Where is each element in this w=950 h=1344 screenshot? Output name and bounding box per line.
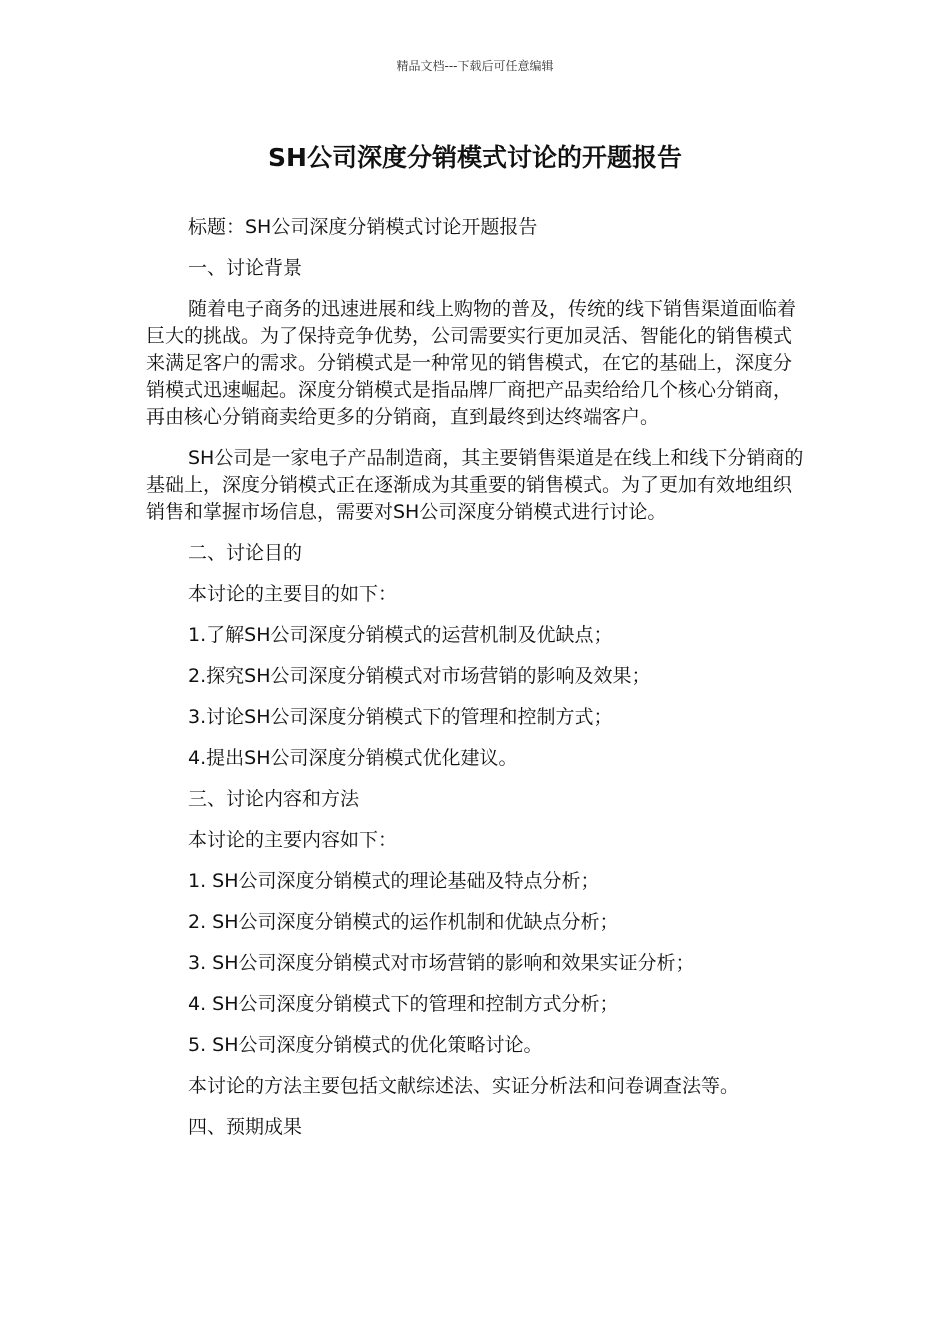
content-intro: 本讨论的主要内容如下： xyxy=(188,829,398,851)
purpose-item: 1.了解SH公司深度分销模式的运营机制及优缺点； xyxy=(188,624,613,646)
section-heading-background: 一、讨论背景 xyxy=(188,257,303,279)
content-item: 5. SH公司深度分销模式的优化策略讨论。 xyxy=(188,1034,543,1056)
section-heading-content-method: 三、讨论内容和方法 xyxy=(188,788,360,810)
purpose-item: 4.提出SH公司深度分销模式优化建议。 xyxy=(188,747,518,769)
method-statement: 本讨论的方法主要包括文献综述法、实证分析法和问卷调查法等。 xyxy=(188,1075,740,1097)
purpose-item: 2.探究SH公司深度分销模式对市场营销的影响及效果； xyxy=(188,665,651,687)
document-title: SH公司深度分销模式讨论的开题报告 xyxy=(268,143,682,172)
content-item: 4. SH公司深度分销模式下的管理和控制方式分析； xyxy=(188,993,619,1015)
document-body xyxy=(146,214,806,1155)
content-item: 2. SH公司深度分销模式的运作机制和优缺点分析； xyxy=(188,911,619,933)
content-item: 3. SH公司深度分销模式对市场营销的影响和效果实证分析； xyxy=(188,952,695,974)
section-heading-purpose: 二、讨论目的 xyxy=(188,542,303,564)
subtitle-line: 标题：SH公司深度分销模式讨论开题报告 xyxy=(188,216,538,238)
section-heading-expected-results: 四、预期成果 xyxy=(188,1116,303,1138)
background-paragraph-1: 随着电子商务的迅速进展和线上购物的普及，传统的线下销售渠道面临着巨大的挑战。为了保持竞争优势，公司需要实行更加灵活、智能化的销售模式来满足客户的需求。分销模式是一种常见的销售模式，在它的基础上，深度分销模式迅速崛起。深度分销模式是指品牌厂商把产品卖给给几个核心分销商，再由核心分销商卖给更多的分销商，直到最终到达终端客户。 xyxy=(146,298,797,428)
content-item: 1. SH公司深度分销模式的理论基础及特点分析； xyxy=(188,870,600,892)
purpose-item: 3.讨论SH公司深度分销模式下的管理和控制方式； xyxy=(188,706,613,728)
header-note: 精品文档---下载后可任意编辑 xyxy=(396,59,554,73)
background-paragraph-2: SH公司是一家电子产品制造商，其主要销售渠道是在线上和线下分销商的基础上，深度分销模式正在逐渐成为其重要的销售模式。为了更加有效地组织销售和掌握市场信息，需要对SH公司深度分销模式进行讨论。 xyxy=(146,447,804,523)
purpose-intro: 本讨论的主要目的如下： xyxy=(188,583,398,605)
